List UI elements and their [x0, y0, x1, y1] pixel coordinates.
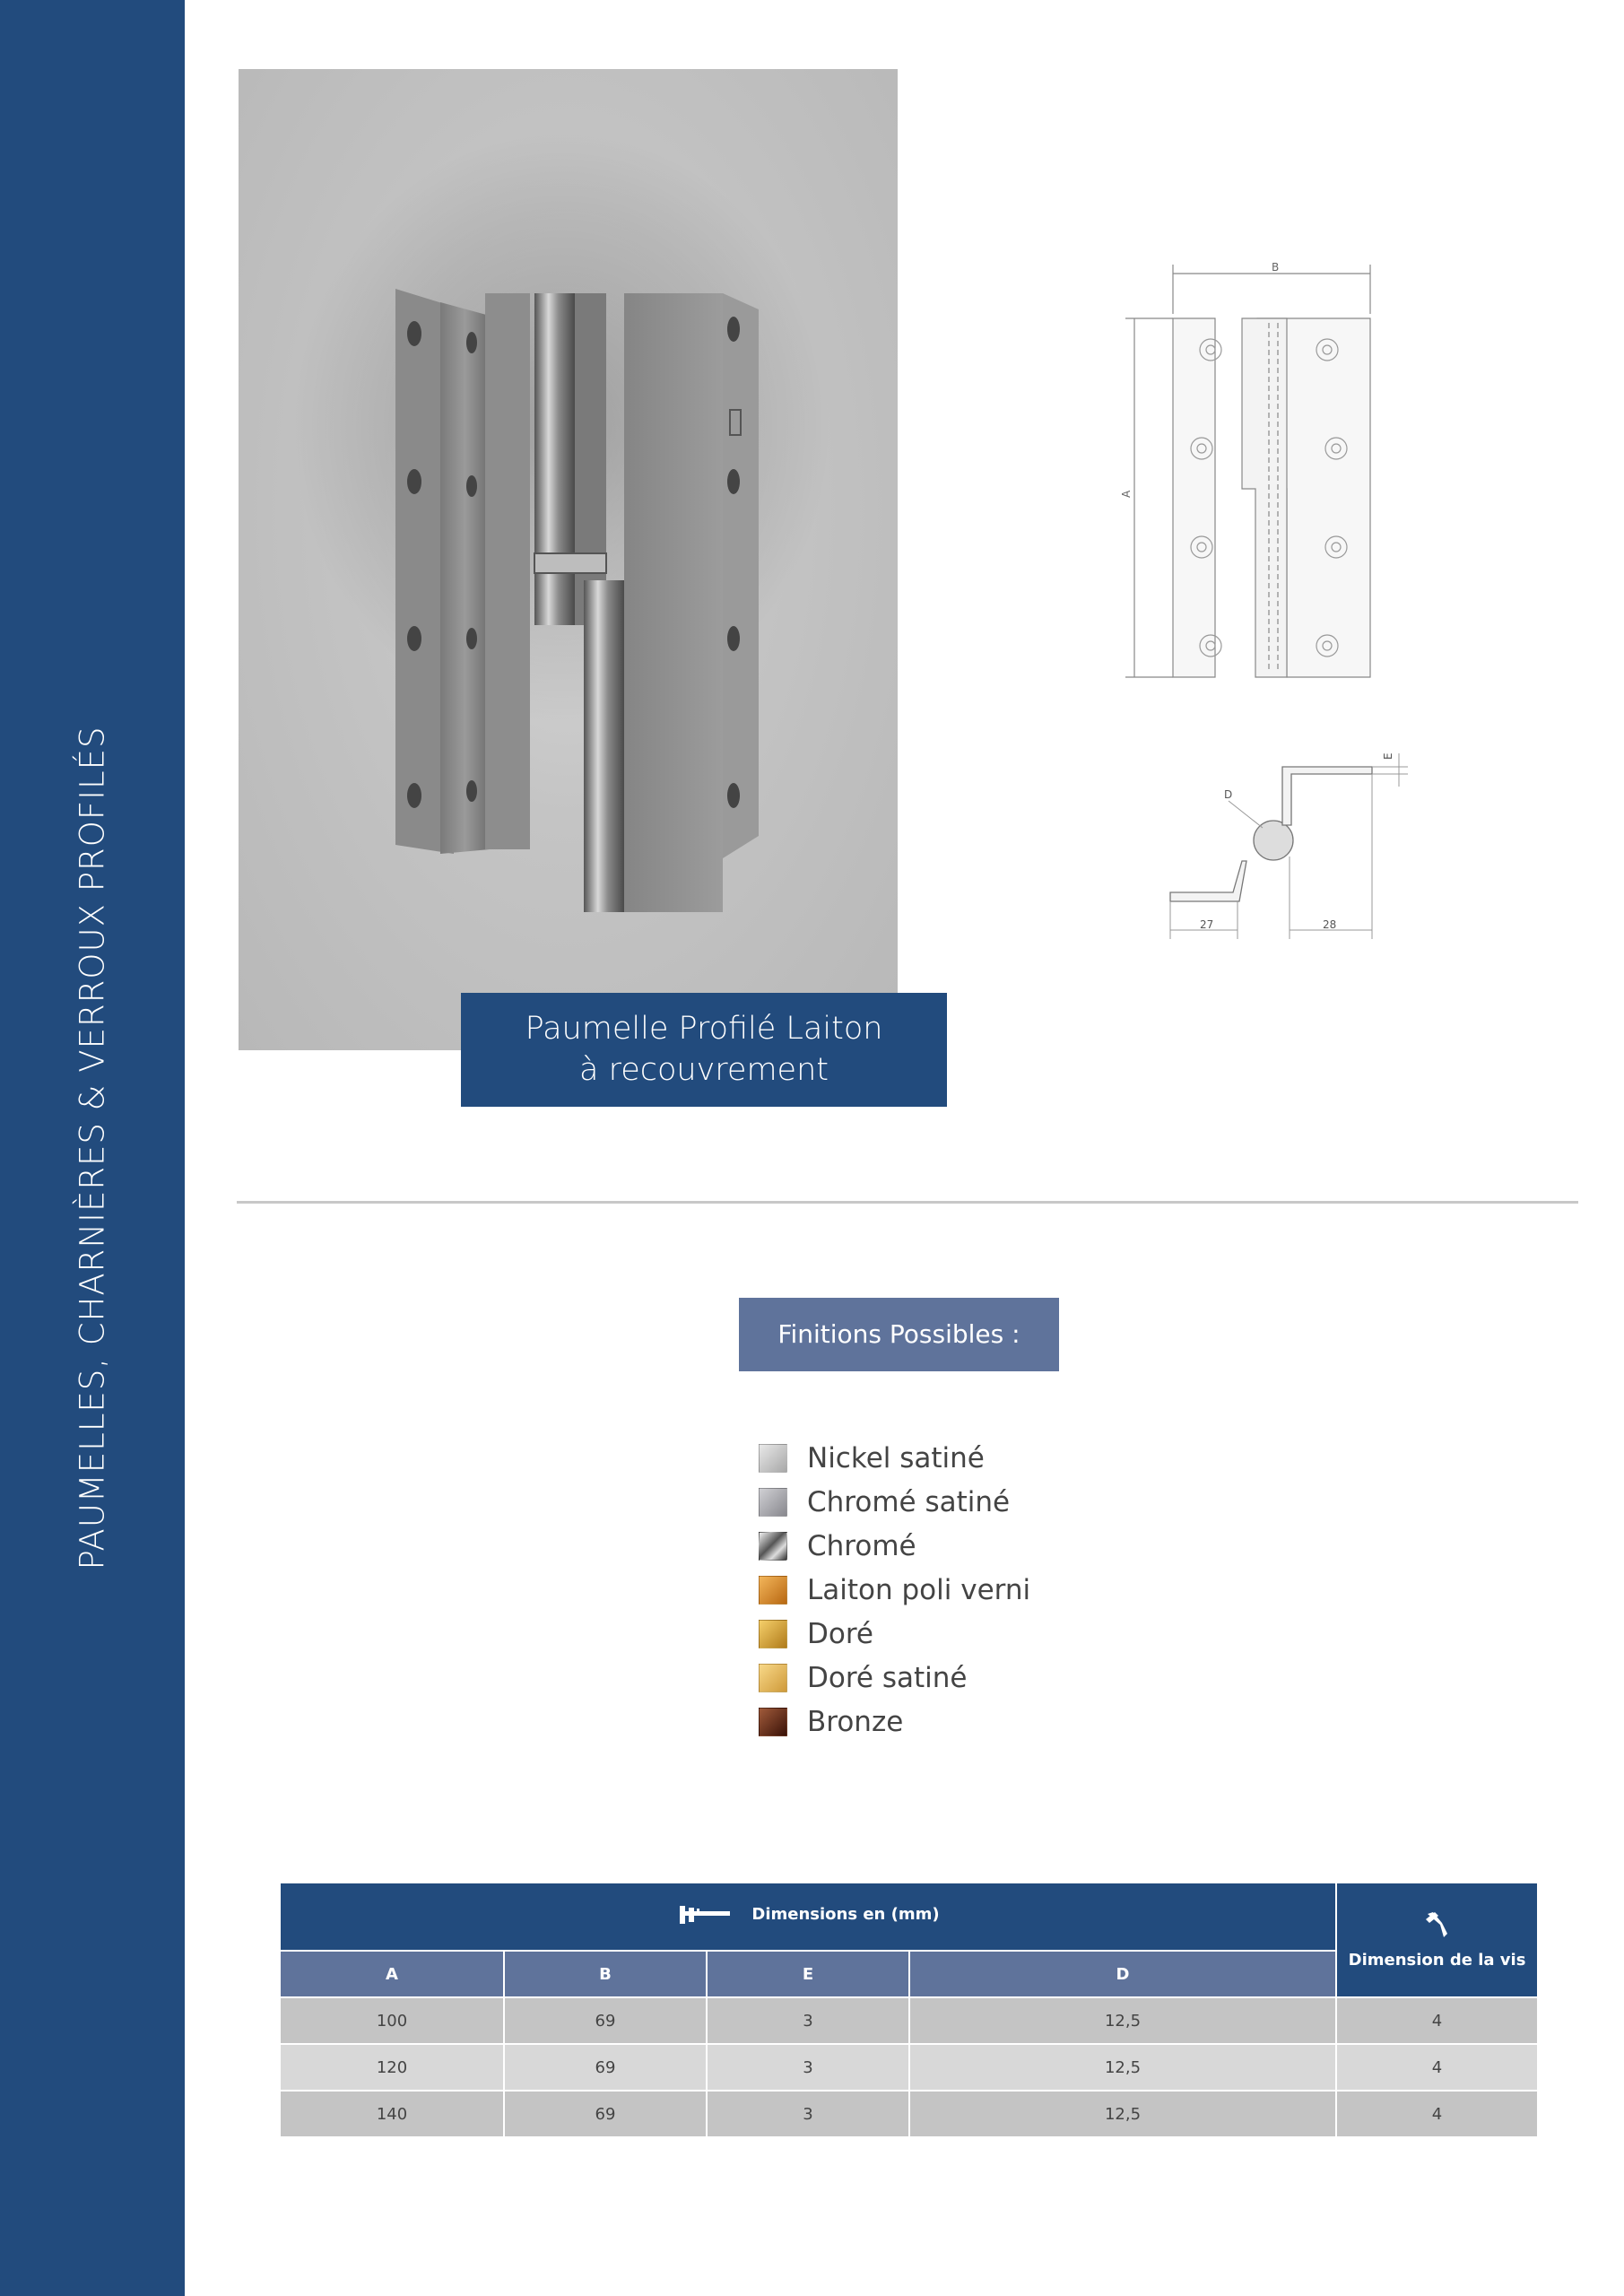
finish-item [759, 1480, 1030, 1524]
caliper-icon [676, 1903, 732, 1926]
table-cell: 69 [504, 2091, 707, 2137]
table-cell: 4 [1336, 2091, 1538, 2137]
table-row [280, 2044, 1538, 2091]
screw-icon [1424, 1910, 1451, 1939]
finish-item [759, 1568, 1030, 1612]
table-cell: 12,5 [909, 1997, 1336, 2044]
dimensions-header [280, 1883, 1336, 1951]
table-row [280, 1997, 1538, 2044]
drawing-label-e: E [1382, 752, 1394, 760]
table-cell: 12,5 [909, 2091, 1336, 2137]
table-cell: 69 [504, 1997, 707, 2044]
technical-drawing-front [1094, 260, 1390, 709]
table-cell: 3 [707, 2091, 909, 2137]
column-header-d: D [909, 1951, 1336, 1997]
table-cell: 120 [280, 2044, 504, 2091]
finish-label: Doré [807, 1617, 873, 1650]
finish-item [759, 1436, 1030, 1480]
table-cell: 3 [707, 1997, 909, 2044]
finish-swatch-laiton-poli-verni [759, 1576, 787, 1605]
table-cell: 4 [1336, 1997, 1538, 2044]
column-header-a: A [280, 1951, 504, 1997]
caption-line-1: Paumelle Profilé Laiton [525, 1011, 883, 1047]
column-header-b: B [504, 1951, 707, 1997]
product-photo [239, 69, 898, 1050]
vis-header [1336, 1883, 1538, 1997]
sidebar [0, 0, 185, 2296]
finish-label: Bronze [807, 1705, 904, 1738]
sidebar-title: PAUMELLES, CHARNIÈRES & VERROUX PROFILÉS [73, 726, 112, 1570]
finish-item [759, 1612, 1030, 1656]
drawing-dim-28: 28 [1323, 918, 1337, 931]
finish-label: Nickel satiné [807, 1441, 985, 1474]
table-cell: 4 [1336, 2044, 1538, 2091]
hinge-illustration [239, 69, 898, 1050]
table-cell: 12,5 [909, 2044, 1336, 2091]
column-header-e: E [707, 1951, 909, 1997]
finish-label: Doré satiné [807, 1661, 968, 1694]
caption-line-2: à recouvrement [579, 1052, 829, 1088]
finish-item [759, 1656, 1030, 1700]
finish-swatch-chrome [759, 1532, 787, 1561]
drawing-dim-27: 27 [1200, 918, 1214, 931]
finitions-title: Finitions Possibles : [739, 1298, 1059, 1371]
table-row [280, 2091, 1538, 2137]
drawing-label-b: B [1272, 261, 1280, 274]
table-cell: 100 [280, 1997, 504, 2044]
finish-label: Chromé satiné [807, 1485, 1011, 1518]
dimensions-table [279, 1882, 1539, 2138]
drawing-label-a: A [1120, 490, 1133, 498]
vis-header-label: Dimension de la vis [1348, 1951, 1526, 1970]
finish-label: Laiton poli verni [807, 1573, 1031, 1606]
product-caption [461, 993, 947, 1107]
drawing-label-d: D [1224, 788, 1233, 801]
finish-swatch-bronze [759, 1708, 787, 1736]
finish-item [759, 1524, 1030, 1568]
finish-label: Chromé [807, 1529, 916, 1562]
technical-drawing-side [1157, 740, 1426, 946]
finish-swatch-dore-satine [759, 1664, 787, 1692]
finish-list [759, 1436, 1030, 1744]
table-cell: 3 [707, 2044, 909, 2091]
finish-swatch-nickel-satine [759, 1444, 787, 1473]
table-cell: 69 [504, 2044, 707, 2091]
finish-swatch-dore [759, 1620, 787, 1648]
dimensions-header-label: Dimensions en (mm) [751, 1905, 940, 1924]
finish-item [759, 1700, 1030, 1744]
finish-swatch-chrome-satine [759, 1488, 787, 1517]
table-cell: 140 [280, 2091, 504, 2137]
section-divider [237, 1201, 1578, 1204]
